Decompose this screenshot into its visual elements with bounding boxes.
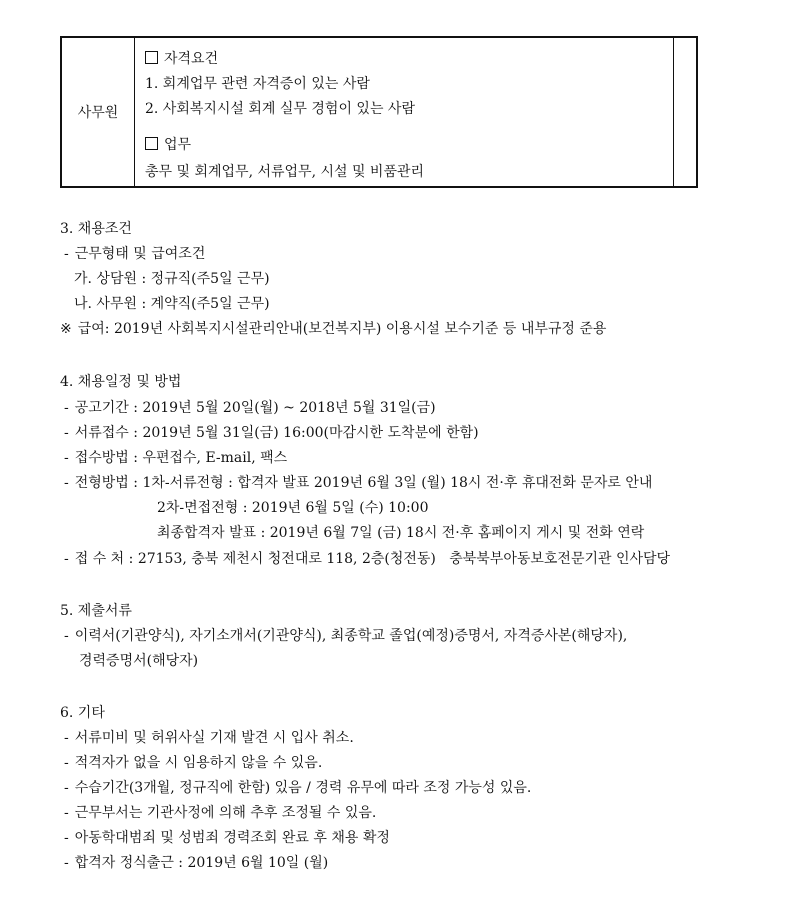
- requirement-item: 2. 사회복지시설 회계 실무 경험이 있는 사람: [145, 101, 415, 117]
- section5-heading: 5. 제출서류: [60, 603, 132, 619]
- section6-item: - 합격자 정식출근 : 2019년 6월 10일 (월): [64, 855, 329, 871]
- section4-continued: 최종합격자 발표 : 2019년 6월 7일 (금) 18시 전·후 홈페이지 게시 및 전화 연락: [157, 525, 645, 541]
- requirement-item: 1. 회계업무 관련 자격증이 있는 사람: [145, 76, 370, 92]
- checkbox-square-icon: [145, 51, 158, 64]
- role-cell: [62, 38, 135, 186]
- section6-item: - 아동학대범죄 및 성범죄 경력조회 완료 후 채용 확정: [64, 830, 390, 846]
- section3-heading: 3. 채용조건: [60, 221, 132, 237]
- salary-note: ※ 급여: 2019년 사회복지시설관리안내(보건복지부) 이용시설 보수기준 등 내부규정 준용: [60, 321, 607, 337]
- section5-item: - 이력서(기관양식), 자기소개서(기관양식), 최종학교 졸업(예정)증명서, 자격증사본(해당자),: [64, 628, 628, 644]
- section3-item: 나. 사무원 : 계약직(주5일 근무): [74, 296, 270, 312]
- section6-item: - 수습기간(3개월, 정규직에 한함) 있음 / 경력 유무에 따라 조정 가능성 있음.: [64, 780, 532, 796]
- role-details-cell: [135, 38, 674, 186]
- job-table: [60, 36, 698, 188]
- section4-item: - 서류접수 : 2019년 5월 31일(금) 16:00(마감시한 도착분에 한함): [64, 425, 479, 441]
- role-label: 사무원: [77, 105, 119, 121]
- section4-continued: 2차-면접전형 : 2019년 6월 5일 (수) 10:00: [157, 500, 429, 516]
- section6-item: - 적격자가 없을 시 임용하지 않을 수 있음.: [64, 755, 323, 771]
- note-mark: ※: [60, 321, 72, 337]
- requirements-heading: 자격요건: [145, 48, 218, 68]
- section6-heading: 6. 기타: [60, 705, 105, 721]
- section6-item: - 서류미비 및 허위사실 기재 발견 시 입사 취소.: [64, 730, 354, 746]
- section4-heading: 4. 채용일정 및 방법: [60, 374, 182, 390]
- empty-cell: [674, 38, 696, 186]
- section4-address: - 접 수 처 : 27153, 충북 제천시 청전대로 118, 2층(청전동) 충북북부아동보호전문기관 인사담당: [64, 551, 671, 567]
- section4-item: - 전형방법 : 1차-서류전형 : 합격자 발표 2019년 6월 3일 (월) 18시 전·후 휴대전화 문자로 안내: [64, 475, 653, 491]
- section4-item: - 접수방법 : 우편접수, E-mail, 팩스: [64, 450, 288, 466]
- section3-item: 가. 상담원 : 정규직(주5일 근무): [74, 271, 270, 287]
- duties-text: 총무 및 회계업무, 서류업무, 시설 및 비품관리: [145, 164, 425, 180]
- section6-item: - 근무부서는 기관사정에 의해 추후 조정될 수 있음.: [64, 805, 377, 821]
- section5-item-continued: 경력증명서(해당자): [79, 653, 199, 669]
- checkbox-square-icon: [145, 137, 158, 150]
- section3-subheading: - 근무형태 및 급여조건: [64, 246, 206, 262]
- section4-item: - 공고기간 : 2019년 5월 20일(월) ~ 2018년 5월 31일(금): [64, 400, 436, 416]
- duties-heading: 업무: [145, 134, 191, 154]
